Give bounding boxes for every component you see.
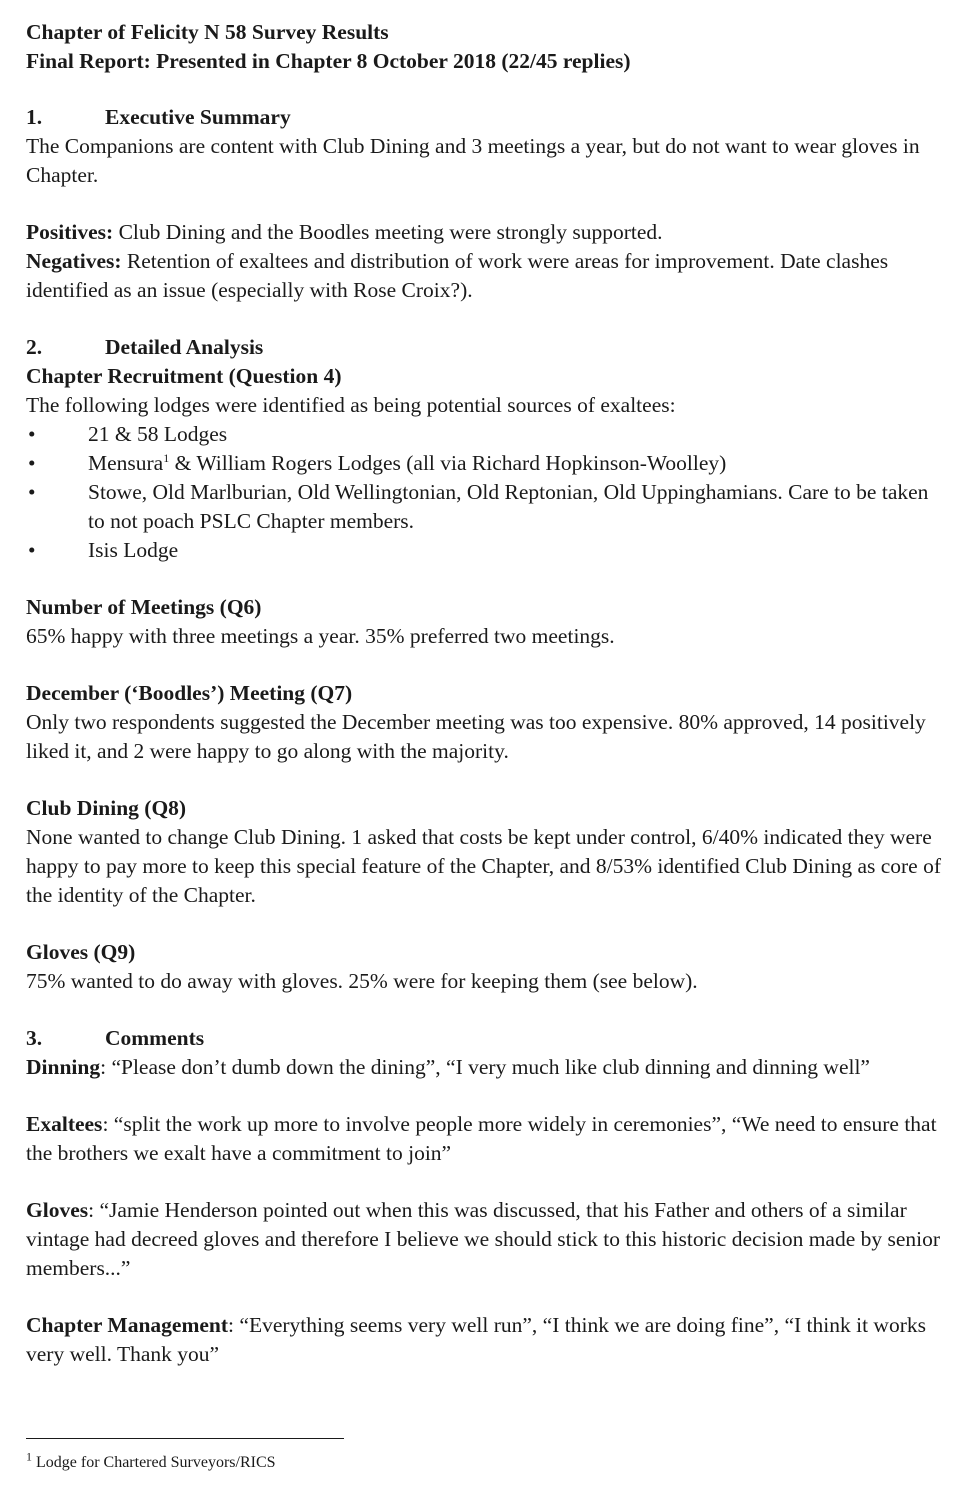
footnote xyxy=(26,1449,276,1474)
bullet-icon: • xyxy=(28,480,36,504)
negatives-label: Negatives: xyxy=(26,249,122,273)
executive-summary-text: The Companions are content with Club Dining and 3 meetings a year, but do not want to wear gloves in Chapter. xyxy=(26,134,920,187)
positives-text: Club Dining and the Boodles meeting were strongly supported. xyxy=(113,220,663,244)
comment-chapter-management xyxy=(26,1311,946,1369)
lodge-text: Mensura xyxy=(88,451,164,475)
bullet-icon: • xyxy=(28,451,36,475)
list-item xyxy=(26,478,946,536)
comment-text: : “Jamie Henderson pointed out when this was discussed, that his Father and others of a similar vintage had decreed gloves and therefore I believe we should stick to this historic decision made by senior members...” xyxy=(26,1198,941,1280)
lodge-text-rest: & William Rogers Lodges (all via Richard Hopkinson-Woolley) xyxy=(169,451,727,475)
meetings-text: 65% happy with three meetings a year. 35% preferred two meetings. xyxy=(26,624,615,648)
comment-text: : “Everything seems very well run”, “I think we are doing fine”, “I think it works very well. Thank you” xyxy=(26,1313,926,1366)
footnote-text: Lodge for Chartered Surveyors/RICS xyxy=(32,1454,276,1471)
comment-label: Chapter Management xyxy=(26,1313,229,1337)
lodge-text: Stowe, Old Marlburian, Old Wellingtonian, Old Reptonian, Old Uppinghamians. Care to be taken to not poach PSLC Chapter members. xyxy=(88,480,929,533)
gloves-text: 75% wanted to do away with gloves. 25% were for keeping them (see below). xyxy=(26,969,698,993)
footnote-reference: 1 xyxy=(163,450,170,465)
section-number: 1. xyxy=(26,105,43,129)
bullet-icon: • xyxy=(28,422,36,446)
club-dining-text: None wanted to change Club Dining. 1 asked that costs be kept under control, 6/40% indicated they were happy to pay more to keep this special feature of the Chapter, and 8/53% identified Club Dining as core of the identity of the Chapter. xyxy=(26,825,942,907)
december-meeting-text: Only two respondents suggested the December meeting was too expensive. 80% approved, 14 positively liked it, and 2 were happy to go along with the majority. xyxy=(26,710,926,763)
comment-exaltees xyxy=(26,1110,946,1168)
recruitment-intro: The following lodges were identified as being potential sources of exaltees: xyxy=(26,393,676,417)
lodge-text: Isis Lodge xyxy=(88,538,179,562)
list-item xyxy=(26,420,946,449)
section-heading-executive-summary xyxy=(26,103,946,132)
comment-label: Exaltees xyxy=(26,1112,103,1136)
comment-label: Dinning xyxy=(26,1055,101,1079)
gloves-heading: Gloves (Q9) xyxy=(26,940,136,964)
section-title: Detailed Analysis xyxy=(105,335,264,359)
section-heading-detailed-analysis xyxy=(26,333,946,362)
comment-gloves xyxy=(26,1196,946,1283)
comment-label: Gloves xyxy=(26,1198,89,1222)
section-title: Executive Summary xyxy=(105,105,291,129)
bullet-icon: • xyxy=(28,538,36,562)
positives-label: Positives: xyxy=(26,220,114,244)
section-heading-comments xyxy=(26,1024,946,1053)
section-number: 3. xyxy=(26,1026,43,1050)
comment-dinning xyxy=(26,1053,946,1082)
report-subtitle: Final Report: Presented in Chapter 8 October 2018 (22/45 replies) xyxy=(26,49,631,73)
recruitment-heading: Chapter Recruitment (Question 4) xyxy=(26,364,342,388)
list-item xyxy=(26,449,946,478)
lodge-list xyxy=(26,420,946,565)
report-title: Chapter of Felicity N 58 Survey Results xyxy=(26,20,389,44)
lodge-text: 21 & 58 Lodges xyxy=(88,422,228,446)
meetings-heading: Number of Meetings (Q6) xyxy=(26,595,262,619)
december-meeting-heading: December (‘Boodles’) Meeting (Q7) xyxy=(26,681,353,705)
report-page xyxy=(26,18,946,1369)
club-dining-heading: Club Dining (Q8) xyxy=(26,796,187,820)
positives-paragraph xyxy=(26,218,946,247)
list-item xyxy=(26,536,946,565)
footnote-mark: 1 xyxy=(26,1449,32,1464)
section-title: Comments xyxy=(105,1026,205,1050)
section-number: 2. xyxy=(26,335,43,359)
comment-text: : “Please don’t dumb down the dining”, “I very much like club dinning and dinning well” xyxy=(100,1055,870,1079)
comment-text: : “split the work up more to involve people more widely in ceremonies”, “We need to ensure that the brothers we exalt have a commitment to join” xyxy=(26,1112,937,1165)
negatives-text: Retention of exaltees and distribution of work were areas for improvement. Date clashes identified as an issue (especially with Rose Croix?). xyxy=(26,249,889,302)
footnote-divider xyxy=(26,1438,344,1439)
negatives-paragraph xyxy=(26,247,946,305)
